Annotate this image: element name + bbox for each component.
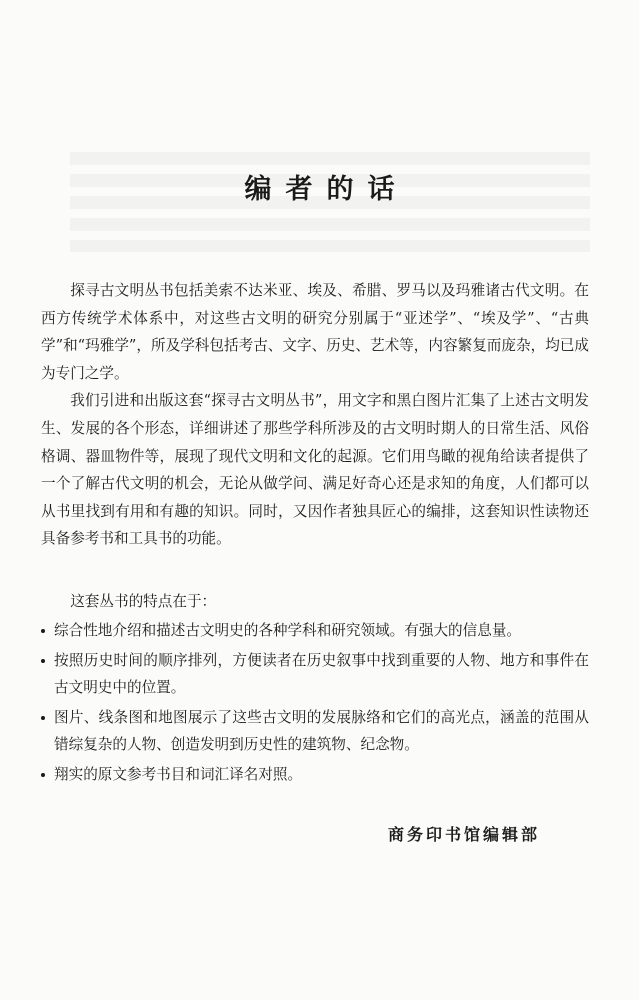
feature-text: 翔实的原文参考书目和词汇译名对照。 <box>54 765 303 783</box>
features-list <box>41 617 589 791</box>
bullet-icon <box>41 773 45 777</box>
bullet-icon <box>41 629 45 633</box>
paragraph-1: 探寻古文明丛书包括美索不达米亚、埃及、希腊、罗马以及玛雅诸古代文明。在西方传统学术体系中，对这些古文明的研究分别属于“亚述学”、“埃及学”、“古典学”和“玛雅学”，所及学科包括考古、文字、历史、艺术等，内容繁复而庞杂，均已成为专门之学。 <box>41 282 589 382</box>
features-intro: 这套丛书的特点在于： <box>70 593 217 610</box>
bullet-icon <box>41 716 45 720</box>
feature-item <box>41 647 589 702</box>
body-text <box>41 277 589 553</box>
page-title: 编者的话 <box>244 174 409 205</box>
bullet-icon <box>41 659 45 663</box>
feature-text: 按照历史时间的顺序排列，方便读者在历史叙事中找到重要的人物、地方和事件在古文明史中的位置。 <box>54 651 589 697</box>
signature: 商务印书馆编辑部 <box>387 825 540 844</box>
paragraph-2: 我们引进和出版这套“探寻古文明丛书”，用文字和黑白图片汇集了上述古文明发生、发展的各个形态，详细讲述了那些学科所涉及的古文明时期人的日常生活、风俗格调、器皿物件等，展现了现代文明和文化的起源。它们用鸟瞰的视角给读者提供了一个了解古代文明的机会，无论从做学问、满足好奇心还是求知的角度，人们都可以从书里找到有用和有趣的知识。同时，又因作者独具匠心的编排，这套知识性读物还具备参考书和工具书的功能。 <box>41 392 589 548</box>
feature-item <box>41 617 589 645</box>
feature-item <box>41 761 589 789</box>
feature-text: 图片、线条图和地图展示了这些古文明的发展脉络和它们的高光点，涵盖的范围从错综复杂的人物、创造发明到历史性的建筑物、纪念物。 <box>54 708 589 754</box>
feature-text: 综合性地介绍和描述古文明史的各种学科和研究领域。有强大的信息量。 <box>54 622 522 639</box>
feature-item <box>41 704 589 759</box>
